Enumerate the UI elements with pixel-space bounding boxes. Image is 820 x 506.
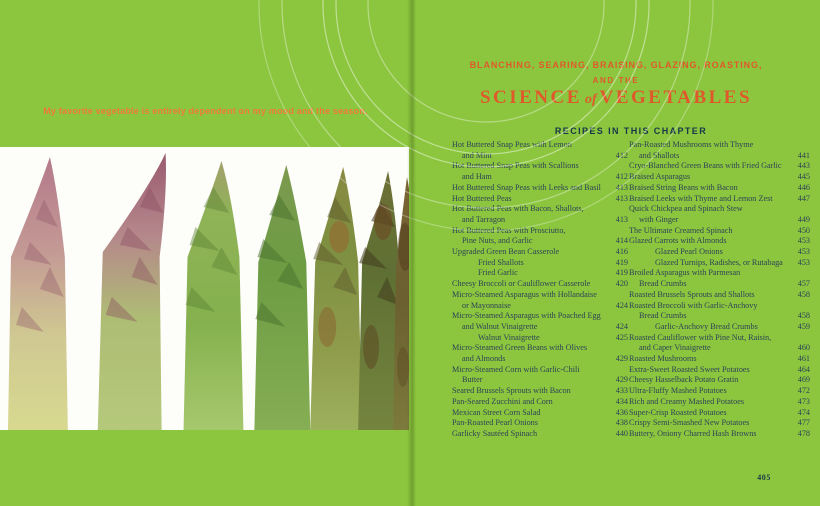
recipe-title: Braised Asparagus xyxy=(629,172,691,182)
recipe-page-number: 429 xyxy=(615,354,628,364)
recipe-entry xyxy=(629,172,810,183)
recipe-page-number: 477 xyxy=(797,418,810,428)
recipe-title: Buttery, Oniony Charred Hash Browns xyxy=(629,428,757,438)
recipe-title: Cheesy Broccoli or Cauliflower Casserole xyxy=(452,279,591,289)
recipe-entry xyxy=(629,226,810,237)
recipe-title: Rich and Creamy Mashed Potatoes xyxy=(629,396,745,406)
recipe-title-line: Hot Buttered Peas with Prosciutto, xyxy=(452,225,566,235)
recipe-title: Bread Crumbs xyxy=(639,279,687,289)
page-gutter xyxy=(407,0,416,506)
recipe-title: Pan-Seared Zucchini and Corn xyxy=(452,396,553,406)
recipes-heading: RECIPES IN THIS CHAPTER xyxy=(554,126,708,136)
recipe-entry xyxy=(452,258,628,269)
recipe-title: The Ultimate Creamed Spinach xyxy=(629,225,733,235)
recipe-entry xyxy=(629,397,810,408)
recipe-page-number: 450 xyxy=(797,225,810,235)
recipe-title: Glazed Pearl Onions xyxy=(655,247,723,257)
chapter-kicker-line2: AND THE xyxy=(592,76,640,85)
chapter-title xyxy=(412,87,820,109)
recipe-entry xyxy=(452,333,628,344)
title-vegetables: VEGETABLES xyxy=(599,87,753,108)
recipe-title-line: Micro-Steamed Asparagus with Poached Egg xyxy=(452,311,601,321)
asparagus-photo xyxy=(0,147,409,430)
recipe-entry xyxy=(629,301,810,322)
recipe-title-line: Pan-Roasted Mushrooms with Thyme xyxy=(629,140,754,149)
recipe-page-number: 478 xyxy=(797,428,810,438)
recipe-title: Crispy Semi-Smashed New Potatoes xyxy=(629,418,750,428)
recipe-title: Upgraded Green Bean Casserole xyxy=(452,247,560,257)
recipe-entry xyxy=(452,268,628,279)
recipe-page-number: 459 xyxy=(797,321,810,331)
recipe-page-number: 424 xyxy=(615,321,628,331)
asparagus-illustration xyxy=(0,147,409,430)
recipe-page-number: 412 xyxy=(615,172,628,182)
recipe-title: Cryo-Blanched Green Beans with Fried Garlic xyxy=(629,161,782,171)
recipe-page-number: 438 xyxy=(615,418,628,428)
recipe-title-line: Micro-Steamed Green Beans with Olives xyxy=(452,343,588,353)
recipe-title: Pine Nuts, and Garlic xyxy=(462,236,533,246)
recipe-page-number: 453 xyxy=(797,257,810,267)
recipe-page-number: 434 xyxy=(615,396,628,406)
recipe-column-2 xyxy=(629,140,810,440)
recipe-title: Seared Brussels Sprouts with Bacon xyxy=(452,386,571,396)
recipe-entry xyxy=(629,258,810,269)
recipe-entry xyxy=(452,343,628,364)
recipe-entry xyxy=(452,161,628,182)
recipe-page-number: 413 xyxy=(615,182,628,192)
recipe-page-number: 414 xyxy=(615,236,628,246)
recipe-title-line: Micro-Steamed Corn with Garlic-Chili xyxy=(452,364,580,374)
recipe-title: Extra-Sweet Roasted Sweet Potatoes xyxy=(629,364,750,374)
recipe-page-number: 443 xyxy=(797,161,810,171)
recipe-title: Ultra-Fluffy Mashed Potatoes xyxy=(629,386,727,396)
recipe-entry xyxy=(629,365,810,376)
recipe-title: and Tarragon xyxy=(462,214,506,224)
recipe-page-number: 446 xyxy=(797,182,810,192)
recipe-page-number: 424 xyxy=(615,300,628,310)
recipe-page-number: 413 xyxy=(615,214,628,224)
recipe-entry xyxy=(629,418,810,429)
page-number: 405 xyxy=(757,473,771,482)
recipe-title: or Mayonnaise xyxy=(462,300,511,310)
recipe-title: Roasted Mushrooms xyxy=(629,354,697,364)
recipe-title-line: Roasted Broccoli with Garlic-Anchovy xyxy=(629,300,758,310)
recipe-column-1 xyxy=(452,140,628,440)
recipe-entry xyxy=(452,418,628,429)
recipe-entry xyxy=(629,236,810,247)
recipe-entry xyxy=(629,204,810,225)
recipe-entry xyxy=(629,161,810,172)
recipe-entry xyxy=(452,365,628,386)
recipe-title: and Almonds xyxy=(462,354,506,364)
recipe-page-number: 474 xyxy=(797,407,810,417)
recipe-entry xyxy=(452,204,628,225)
recipe-entry xyxy=(629,247,810,258)
recipe-page-number: 457 xyxy=(797,279,810,289)
title-science: SCIENCE xyxy=(479,87,582,108)
recipe-title: and Walnut Vinaigrette xyxy=(462,321,538,331)
recipe-title: Mexican Street Corn Salad xyxy=(452,407,541,417)
recipe-page-number: 461 xyxy=(797,354,810,364)
recipe-title-line: Quick Chickpea and Spinach Stew xyxy=(629,204,743,214)
recipe-title-line: Broiled Asparagus with Parmesan xyxy=(629,268,741,278)
recipe-title: Super-Crisp Roasted Potatoes xyxy=(629,407,727,417)
recipe-entry xyxy=(629,333,810,354)
recipe-page-number: 440 xyxy=(615,428,628,438)
recipe-title: Hot Buttered Snap Peas with Leeks and Basil xyxy=(452,182,601,192)
recipe-page-number: 413 xyxy=(615,193,628,203)
recipe-entry xyxy=(452,397,628,408)
recipe-title-line: Hot Buttered Snap Peas with Lemon xyxy=(452,140,572,149)
recipe-page-number: 419 xyxy=(615,268,628,278)
recipe-title: Fried Garlic xyxy=(478,268,518,278)
recipe-entry xyxy=(629,140,810,161)
recipe-page-number: 412 xyxy=(615,150,628,160)
recipe-title: Glazed Turnips, Radishes, or Rutabaga xyxy=(655,257,783,267)
recipe-entry xyxy=(452,194,628,205)
recipe-title: and Shallots xyxy=(639,150,680,160)
recipe-entry xyxy=(452,183,628,194)
recipe-entry xyxy=(452,408,628,419)
recipe-entry xyxy=(629,268,810,289)
recipe-page-number: 433 xyxy=(615,386,628,396)
recipe-title: Cheesy Hasselback Potato Gratin xyxy=(629,375,739,385)
recipe-title-line: Hot Buttered Peas with Bacon, Shallots, xyxy=(452,204,584,214)
recipe-title-line: Micro-Steamed Asparagus with Hollandaise xyxy=(452,289,597,299)
recipe-page-number: 458 xyxy=(797,311,810,321)
recipe-title: Roasted Brussels Sprouts and Shallots xyxy=(629,289,755,299)
recipe-title: Garlic-Anchovy Bread Crumbs xyxy=(655,321,758,331)
recipe-entry xyxy=(629,375,810,386)
recipe-page-number: 441 xyxy=(797,150,810,160)
recipe-title: and Mint xyxy=(462,150,492,160)
recipe-title: Pan-Roasted Pearl Onions xyxy=(452,418,538,428)
recipe-page-number: 419 xyxy=(615,257,628,267)
recipe-page-number: 453 xyxy=(797,247,810,257)
recipe-entry xyxy=(452,279,628,290)
photo-caption: My favorite vegetable is entirely dependent on my mood and the season. xyxy=(43,106,368,116)
recipe-title: Braised String Beans with Bacon xyxy=(629,182,738,192)
chapter-kicker-line1: BLANCHING, SEARING, BRAISING, GLAZING, ROASTING, xyxy=(469,60,763,70)
recipe-title: Walnut Vinaigrette xyxy=(478,332,540,342)
recipe-page-number: 464 xyxy=(797,364,810,374)
recipe-title: Hot Buttered Peas xyxy=(452,193,512,203)
recipe-entry xyxy=(629,408,810,419)
recipe-page-number: 420 xyxy=(615,279,628,289)
recipe-entry xyxy=(629,354,810,365)
recipe-page-number: 447 xyxy=(797,193,810,203)
title-of: of xyxy=(584,92,597,107)
recipe-page-number: 469 xyxy=(797,375,810,385)
recipe-title: Butter xyxy=(462,375,483,385)
recipe-title: Braised Leeks with Thyme and Lemon Zest xyxy=(629,193,773,203)
recipe-title: with Ginger xyxy=(639,214,679,224)
recipe-page-number: 473 xyxy=(797,396,810,406)
recipe-page-number: 429 xyxy=(615,375,628,385)
right-page xyxy=(412,0,820,506)
recipe-entry xyxy=(629,194,810,205)
recipe-entry xyxy=(452,247,628,258)
recipe-page-number: 425 xyxy=(615,332,628,342)
recipe-title: Bread Crumbs xyxy=(639,311,687,321)
recipe-page-number: 445 xyxy=(797,172,810,182)
recipe-entry xyxy=(452,311,628,332)
recipe-title: Glazed Carrots with Almonds xyxy=(629,236,727,246)
recipe-page-number: 453 xyxy=(797,236,810,246)
recipe-title: Garlicky Sautéed Spinach xyxy=(452,428,538,438)
recipe-title-line: Roasted Cauliflower with Pine Nut, Raisin, xyxy=(629,332,772,342)
recipe-title: Fried Shallots xyxy=(478,257,524,267)
recipe-entry xyxy=(452,140,628,161)
recipe-entry xyxy=(452,226,628,247)
recipe-entry xyxy=(452,429,628,440)
recipe-page-number: 458 xyxy=(797,289,810,299)
recipe-page-number: 449 xyxy=(797,214,810,224)
recipe-entry xyxy=(452,290,628,311)
recipe-page-number: 472 xyxy=(797,386,810,396)
recipe-title-line: Hot Buttered Snap Peas with Scallions xyxy=(452,161,579,171)
recipe-title: and Ham xyxy=(462,172,492,182)
recipe-title: and Caper Vinaigrette xyxy=(639,343,711,353)
recipe-entry xyxy=(629,429,810,440)
recipe-page-number: 460 xyxy=(797,343,810,353)
recipe-page-number: 416 xyxy=(615,247,628,257)
recipe-page-number: 436 xyxy=(615,407,628,417)
recipe-entry xyxy=(629,386,810,397)
recipe-entry xyxy=(629,183,810,194)
recipe-entry xyxy=(452,386,628,397)
recipe-entry xyxy=(629,322,810,333)
recipe-entry xyxy=(629,290,810,301)
